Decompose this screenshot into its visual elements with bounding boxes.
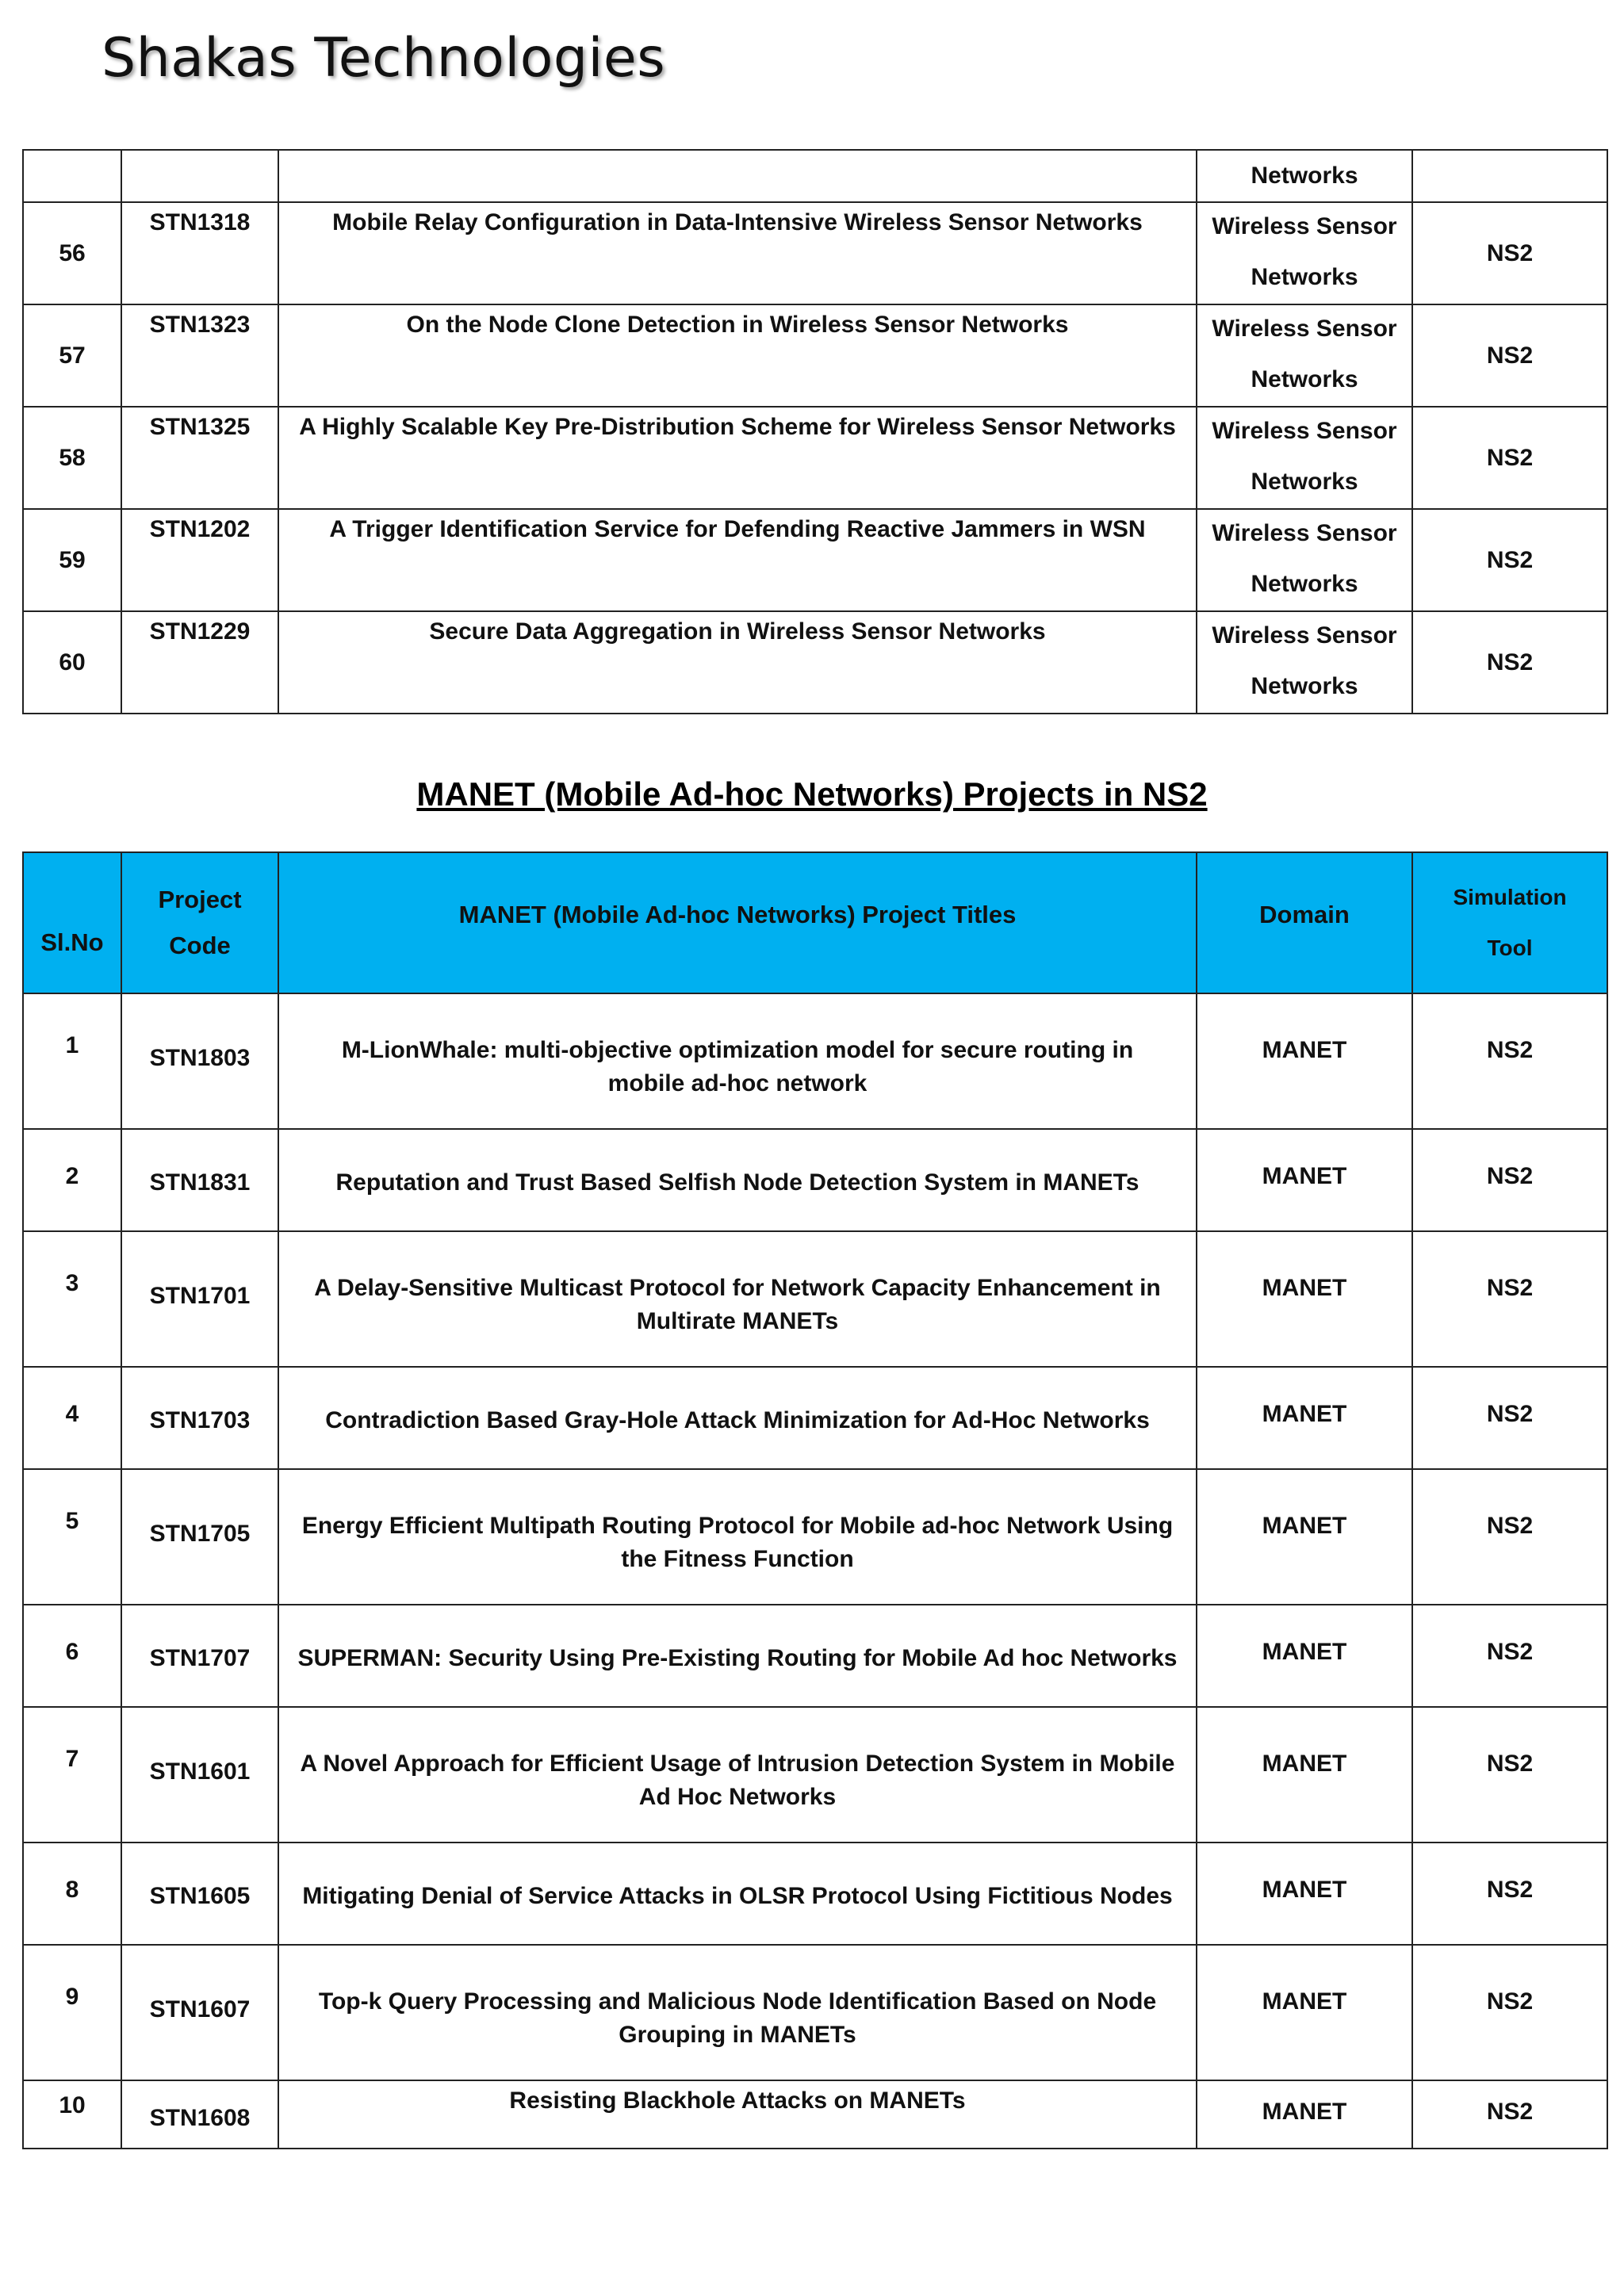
title-cell: [278, 1231, 1197, 1367]
tool-cell: NS2: [1412, 1129, 1607, 1231]
title-cell: A Highly Scalable Key Pre-Distribution Scheme for Wireless Sensor Networks: [278, 407, 1197, 509]
section-title: MANET (Mobile Ad-hoc Networks) Projects in NS2: [416, 775, 1208, 813]
domain-line: Networks: [1251, 571, 1358, 597]
table-row: [23, 509, 1607, 611]
title-cell: Secure Data Aggregation in Wireless Sensor Networks: [278, 611, 1197, 714]
domain-cell: [1197, 509, 1412, 611]
domain-cell: MANET: [1197, 1367, 1412, 1469]
table-row: [23, 1367, 1607, 1469]
sl-cell: [23, 150, 121, 202]
code-cell: STN1318: [121, 202, 278, 304]
code-cell: STN1229: [121, 611, 278, 714]
table-row: [23, 1945, 1607, 2080]
tool-cell: NS2: [1412, 1707, 1607, 1843]
domain-cell: MANET: [1197, 1945, 1412, 2080]
title-line: Reputation and Trust Based Selfish Node Detection System in MANETs: [335, 1169, 1139, 1196]
tool-cell: NS2: [1412, 1843, 1607, 1945]
code-cell: STN1707: [121, 1605, 278, 1707]
tool-cell: NS2: [1412, 993, 1607, 1129]
code-cell: STN1607: [121, 1945, 278, 2080]
domain-cell: [1197, 611, 1412, 714]
header-line: Tool: [1487, 936, 1533, 960]
sl-cell: 4: [23, 1367, 121, 1469]
table-row: [23, 2080, 1607, 2149]
sl-cell: 1: [23, 993, 121, 1129]
tool-cell: NS2: [1412, 1469, 1607, 1605]
title-cell: A Trigger Identification Service for Defending Reactive Jammers in WSN: [278, 509, 1197, 611]
header-line: Project: [158, 886, 242, 913]
code-cell: STN1202: [121, 509, 278, 611]
code-cell: STN1701: [121, 1231, 278, 1367]
tool-cell: NS2: [1412, 407, 1607, 509]
tool-cell: NS2: [1412, 611, 1607, 714]
code-cell: [121, 150, 278, 202]
column-header-title: MANET (Mobile Ad-hoc Networks) Project Titles: [278, 852, 1197, 993]
title-line: Ad Hoc Networks: [638, 1784, 837, 1810]
code-cell: STN1803: [121, 993, 278, 1129]
code-cell: STN1831: [121, 1129, 278, 1231]
code-cell: STN1323: [121, 304, 278, 407]
wsn-projects-table-continued: [22, 149, 1608, 714]
sl-cell: 10: [23, 2080, 121, 2149]
domain-line: Wireless Sensor: [1212, 418, 1397, 444]
domain-cell: [1197, 304, 1412, 407]
domain-cell: Networks: [1197, 150, 1412, 202]
domain-cell: MANET: [1197, 1469, 1412, 1605]
title-cell: [278, 993, 1197, 1129]
domain-cell: MANET: [1197, 993, 1412, 1129]
table-row: [23, 1469, 1607, 1605]
title-line: Contradiction Based Gray-Hole Attack Minimization for Ad-Hoc Networks: [325, 1407, 1150, 1433]
tool-cell: NS2: [1412, 1945, 1607, 2080]
sl-cell: 2: [23, 1129, 121, 1231]
sl-cell: 8: [23, 1843, 121, 1945]
tool-cell: NS2: [1412, 509, 1607, 611]
code-cell: STN1601: [121, 1707, 278, 1843]
title-cell: [278, 2080, 1197, 2149]
code-cell: STN1608: [121, 2080, 278, 2149]
title-line: Resisting Blackhole Attacks on MANETs: [509, 2087, 966, 2114]
code-cell: STN1325: [121, 407, 278, 509]
table-header-row: [23, 852, 1607, 993]
domain-cell: MANET: [1197, 1605, 1412, 1707]
title-cell: [278, 1945, 1197, 2080]
domain-line: Networks: [1251, 264, 1358, 290]
title-line: Energy Efficient Multipath Routing Protocol for Mobile ad-hoc Network Using: [301, 1513, 1174, 1539]
title-cell: [278, 150, 1197, 202]
title-line: mobile ad-hoc network: [607, 1070, 868, 1096]
header-line: Simulation: [1453, 885, 1567, 909]
sl-cell: 60: [23, 611, 121, 714]
title-line: Multirate MANETs: [636, 1308, 839, 1334]
domain-cell: [1197, 202, 1412, 304]
sl-cell: 7: [23, 1707, 121, 1843]
domain-cell: MANET: [1197, 1231, 1412, 1367]
company-logo-text: Shakas Technologies: [102, 27, 666, 90]
tool-cell: NS2: [1412, 2080, 1607, 2149]
title-line: A Novel Approach for Efficient Usage of Intrusion Detection System in Mobile: [300, 1751, 1175, 1777]
tool-cell: [1412, 150, 1607, 202]
table-row: [23, 993, 1607, 1129]
table-row: [23, 1129, 1607, 1231]
column-header-sl: Sl.No: [23, 852, 121, 993]
domain-cell: MANET: [1197, 1843, 1412, 1945]
table-row: [23, 202, 1607, 304]
title-line: Grouping in MANETs: [619, 2022, 856, 2048]
sl-cell: 9: [23, 1945, 121, 2080]
title-cell: Mobile Relay Configuration in Data-Intensive Wireless Sensor Networks: [278, 202, 1197, 304]
domain-line: Networks: [1251, 673, 1358, 699]
title-cell: [278, 1605, 1197, 1707]
domain-line: Wireless Sensor: [1212, 622, 1397, 649]
title-line: A Delay-Sensitive Multicast Protocol for Network Capacity Enhancement in: [314, 1275, 1161, 1301]
header-line: Code: [169, 932, 231, 959]
title-line: M-LionWhale: multi-objective optimization model for secure routing in: [341, 1037, 1134, 1063]
table-row: [23, 150, 1607, 202]
title-line: the Fitness Function: [621, 1546, 854, 1572]
table-row: [23, 1843, 1607, 1945]
domain-cell: MANET: [1197, 2080, 1412, 2149]
sl-cell: 3: [23, 1231, 121, 1367]
sl-cell: 6: [23, 1605, 121, 1707]
domain-line: Wireless Sensor: [1212, 213, 1397, 239]
sl-cell: 57: [23, 304, 121, 407]
domain-line: Wireless Sensor: [1212, 520, 1397, 546]
tool-cell: NS2: [1412, 1605, 1607, 1707]
table-row: [23, 1231, 1607, 1367]
tool-cell: NS2: [1412, 1231, 1607, 1367]
title-line: Top-k Query Processing and Malicious Node Identification Based on Node: [318, 1988, 1157, 2015]
table-row: [23, 407, 1607, 509]
domain-line: Networks: [1251, 366, 1358, 392]
sl-cell: 59: [23, 509, 121, 611]
sl-cell: 5: [23, 1469, 121, 1605]
sl-cell: 58: [23, 407, 121, 509]
table-row: [23, 611, 1607, 714]
tool-cell: NS2: [1412, 202, 1607, 304]
domain-cell: MANET: [1197, 1129, 1412, 1231]
title-cell: [278, 1469, 1197, 1605]
domain-line: Wireless Sensor: [1212, 316, 1397, 342]
manet-projects-table: [22, 851, 1608, 2149]
column-header-domain: Domain: [1197, 852, 1412, 993]
sl-cell: 56: [23, 202, 121, 304]
column-header-tool: [1412, 852, 1607, 993]
title-line: Mitigating Denial of Service Attacks in OLSR Protocol Using Fictitious Nodes: [302, 1883, 1173, 1909]
column-header-code: [121, 852, 278, 993]
table-row: [23, 304, 1607, 407]
table-row: [23, 1707, 1607, 1843]
domain-line: Networks: [1251, 469, 1358, 495]
domain-cell: MANET: [1197, 1707, 1412, 1843]
code-cell: STN1705: [121, 1469, 278, 1605]
code-cell: STN1703: [121, 1367, 278, 1469]
title-line: SUPERMAN: Security Using Pre-Existing Routing for Mobile Ad hoc Networks: [297, 1645, 1178, 1671]
table-row: [23, 1605, 1607, 1707]
title-cell: [278, 1843, 1197, 1945]
tool-cell: NS2: [1412, 304, 1607, 407]
tool-cell: NS2: [1412, 1367, 1607, 1469]
title-cell: [278, 1129, 1197, 1231]
code-cell: STN1605: [121, 1843, 278, 1945]
title-cell: [278, 1707, 1197, 1843]
title-cell: [278, 1367, 1197, 1469]
title-cell: On the Node Clone Detection in Wireless Sensor Networks: [278, 304, 1197, 407]
domain-cell: [1197, 407, 1412, 509]
